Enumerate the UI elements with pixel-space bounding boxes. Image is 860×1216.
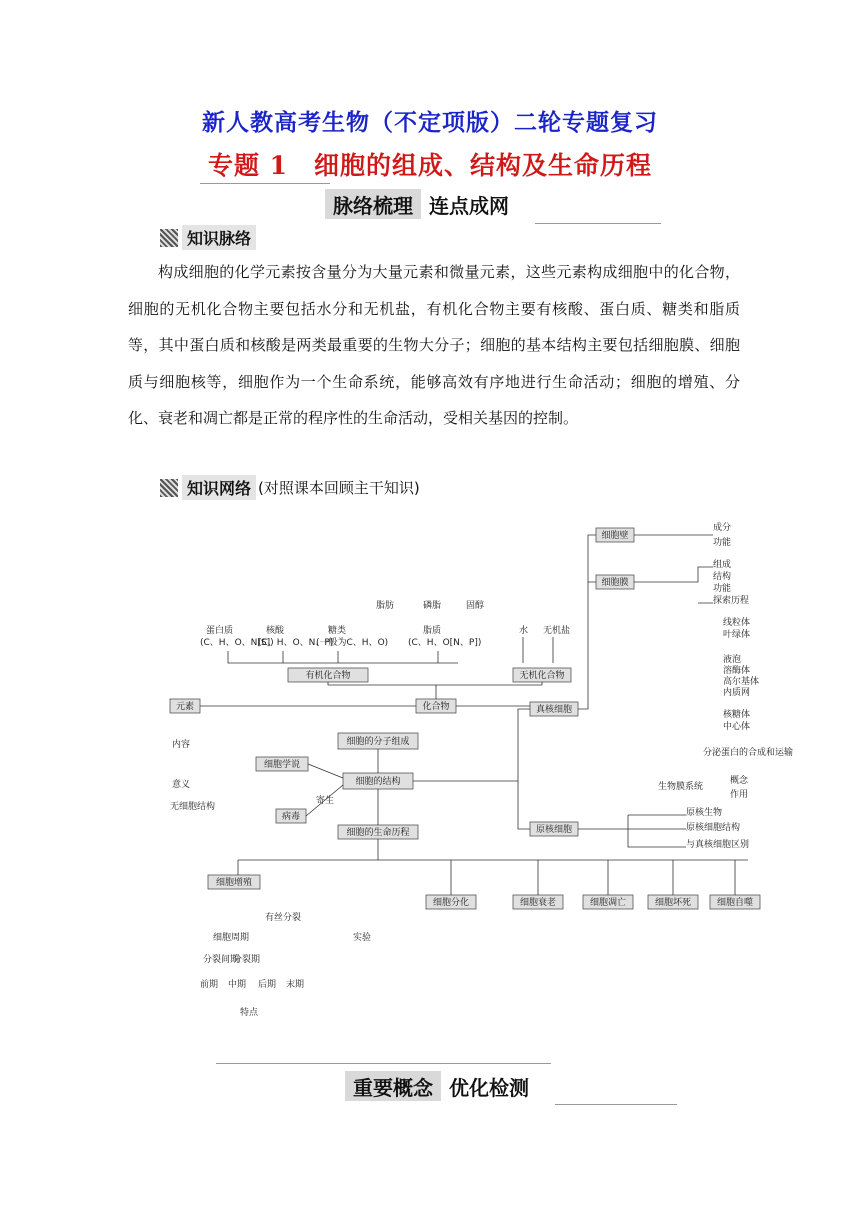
label-protein: 蛋白质	[206, 626, 234, 636]
label-component: 成分	[713, 523, 732, 533]
divider-line	[535, 223, 661, 224]
label-molecular: 细胞的分子组成	[346, 737, 410, 747]
label-experiment: 实验	[353, 933, 372, 943]
label-explore: 探索历程	[713, 596, 750, 606]
banner-right: 优化检测	[449, 1075, 529, 1100]
label-structure: 细胞的结构	[355, 777, 401, 787]
label-inorganic: 无机化合物	[519, 671, 565, 681]
label-function-2: 功能	[713, 584, 732, 594]
label-aging: 细胞衰老	[519, 898, 557, 908]
banner-right: 连点成网	[429, 193, 509, 218]
label-prophase: 前期	[200, 980, 219, 990]
label-pro-bio: 原核生物	[686, 808, 723, 818]
label-lipid: 脂质	[423, 626, 442, 636]
label-virus: 病毒	[281, 812, 301, 822]
label-role: 作用	[730, 790, 749, 800]
label-salt: 无机盐	[543, 626, 571, 636]
label-parasite: 寄生	[316, 796, 335, 806]
label-chloro: 叶绿体	[723, 630, 751, 640]
label-lysosome: 溶酶体	[723, 666, 751, 676]
label-proliferation: 细胞增殖	[215, 878, 253, 888]
label-concept: 概念	[730, 776, 749, 786]
section-heading: 知识网络 (对照课本回顾主干知识)	[160, 475, 420, 500]
label-elements: 元素	[175, 702, 195, 712]
divider-line	[216, 1063, 551, 1064]
label-pro-struct: 原核细胞结构	[686, 823, 741, 833]
label-organic: 有机化合物	[305, 671, 351, 681]
label-sugar-elements: (一般为C、H、O)	[316, 638, 389, 648]
label-mitosis: 有丝分裂	[265, 913, 302, 923]
knowledge-network-diagram	[158, 515, 794, 1020]
label-protein-elements: (C、H、O、N[S])	[200, 638, 274, 648]
label-sterol: 固醇	[466, 601, 485, 611]
label-feature: 特点	[240, 1008, 259, 1018]
body-paragraph: 构成细胞的化学元素按含量分为大量元素和微量元素，这些元素构成细胞中的化合物，细胞的无机化合物主要包括水分和无机盐，有机化合物主要有核酸、蛋白质、糖类和脂质等，其中蛋白质和核酸是两类最重要的生物大分子；细胞的基本结构主要包括细胞膜、细胞质与细胞核等，细胞作为一个生命系统，能够高效有序地进行生命活动；细胞的增殖、分化、衰老和凋亡都是正常的程序性的生命活动，受相关基因的控制。	[128, 263, 740, 427]
label-anaphase: 后期	[258, 980, 277, 990]
label-compounds: 化合物	[422, 702, 450, 712]
label-vacuole: 液泡	[723, 655, 742, 665]
label-lipid-elements: (C、H、O[N、P])	[408, 638, 482, 648]
diamond-pattern-icon	[160, 229, 178, 247]
document-title: 新人教高考生物（不定项版）二轮专题复习	[202, 109, 658, 136]
diamond-pattern-icon	[160, 479, 178, 497]
label-prokaryote: 原核细胞	[535, 825, 573, 835]
label-sugar: 糖类	[328, 626, 347, 636]
label-wall: 细胞壁	[601, 531, 629, 541]
label-apoptosis: 细胞凋亡	[589, 898, 627, 908]
section-banner	[325, 188, 517, 220]
label-biomembrane: 生物膜系统	[658, 782, 704, 792]
label-pro-diff: 与真核细胞区别	[686, 840, 750, 850]
banner-left: 重要概念	[345, 1071, 441, 1101]
divider-line	[200, 183, 330, 184]
label-meaning: 意义	[172, 780, 191, 790]
label-secretion: 分泌蛋白的合成和运输	[703, 748, 794, 758]
label-m-phase: 分裂期	[233, 955, 261, 965]
label-ribosome: 核糖体	[723, 710, 751, 720]
label-centriole: 中心体	[723, 722, 751, 732]
label-differentiation: 细胞分化	[432, 898, 470, 908]
label-cycle: 细胞周期	[213, 933, 250, 943]
label-function: 功能	[713, 538, 732, 548]
label-water: 水	[519, 626, 529, 636]
label-struct: 结构	[713, 572, 732, 582]
label-fat: 脂肪	[376, 601, 395, 611]
label-interphase: 分裂间期	[203, 955, 240, 965]
label-composition: 组成	[713, 560, 732, 570]
label-history: 细胞的生命历程	[346, 828, 410, 838]
label-mito: 线粒体	[723, 618, 751, 628]
label-no-structure: 无细胞结构	[170, 802, 216, 812]
document-subtitle: 专题 1 细胞的组成、结构及生命历程	[207, 151, 653, 180]
section-banner-2	[345, 1070, 537, 1102]
label-golgi: 高尔基体	[723, 677, 760, 687]
label-nucleic: 核酸	[266, 626, 285, 636]
label-er: 内质网	[723, 688, 751, 698]
label-nucleic-elements: (C、H、O、N、P)	[258, 638, 334, 648]
label-phospholipid: 磷脂	[423, 601, 442, 611]
label-necrosis: 细胞坏死	[654, 898, 692, 908]
label-metaphase: 中期	[228, 980, 247, 990]
banner-left: 脉络梳理	[325, 189, 421, 219]
section-heading: 知识脉络	[160, 225, 256, 250]
label-eukaryote: 真核细胞	[535, 705, 573, 715]
label-content: 内容	[172, 740, 191, 750]
label-autophagy: 细胞自噬	[716, 898, 754, 908]
label-theory: 细胞学说	[263, 760, 301, 770]
label-telophase: 末期	[286, 980, 305, 990]
divider-line	[555, 1104, 677, 1105]
label-membrane: 细胞膜	[601, 578, 629, 588]
